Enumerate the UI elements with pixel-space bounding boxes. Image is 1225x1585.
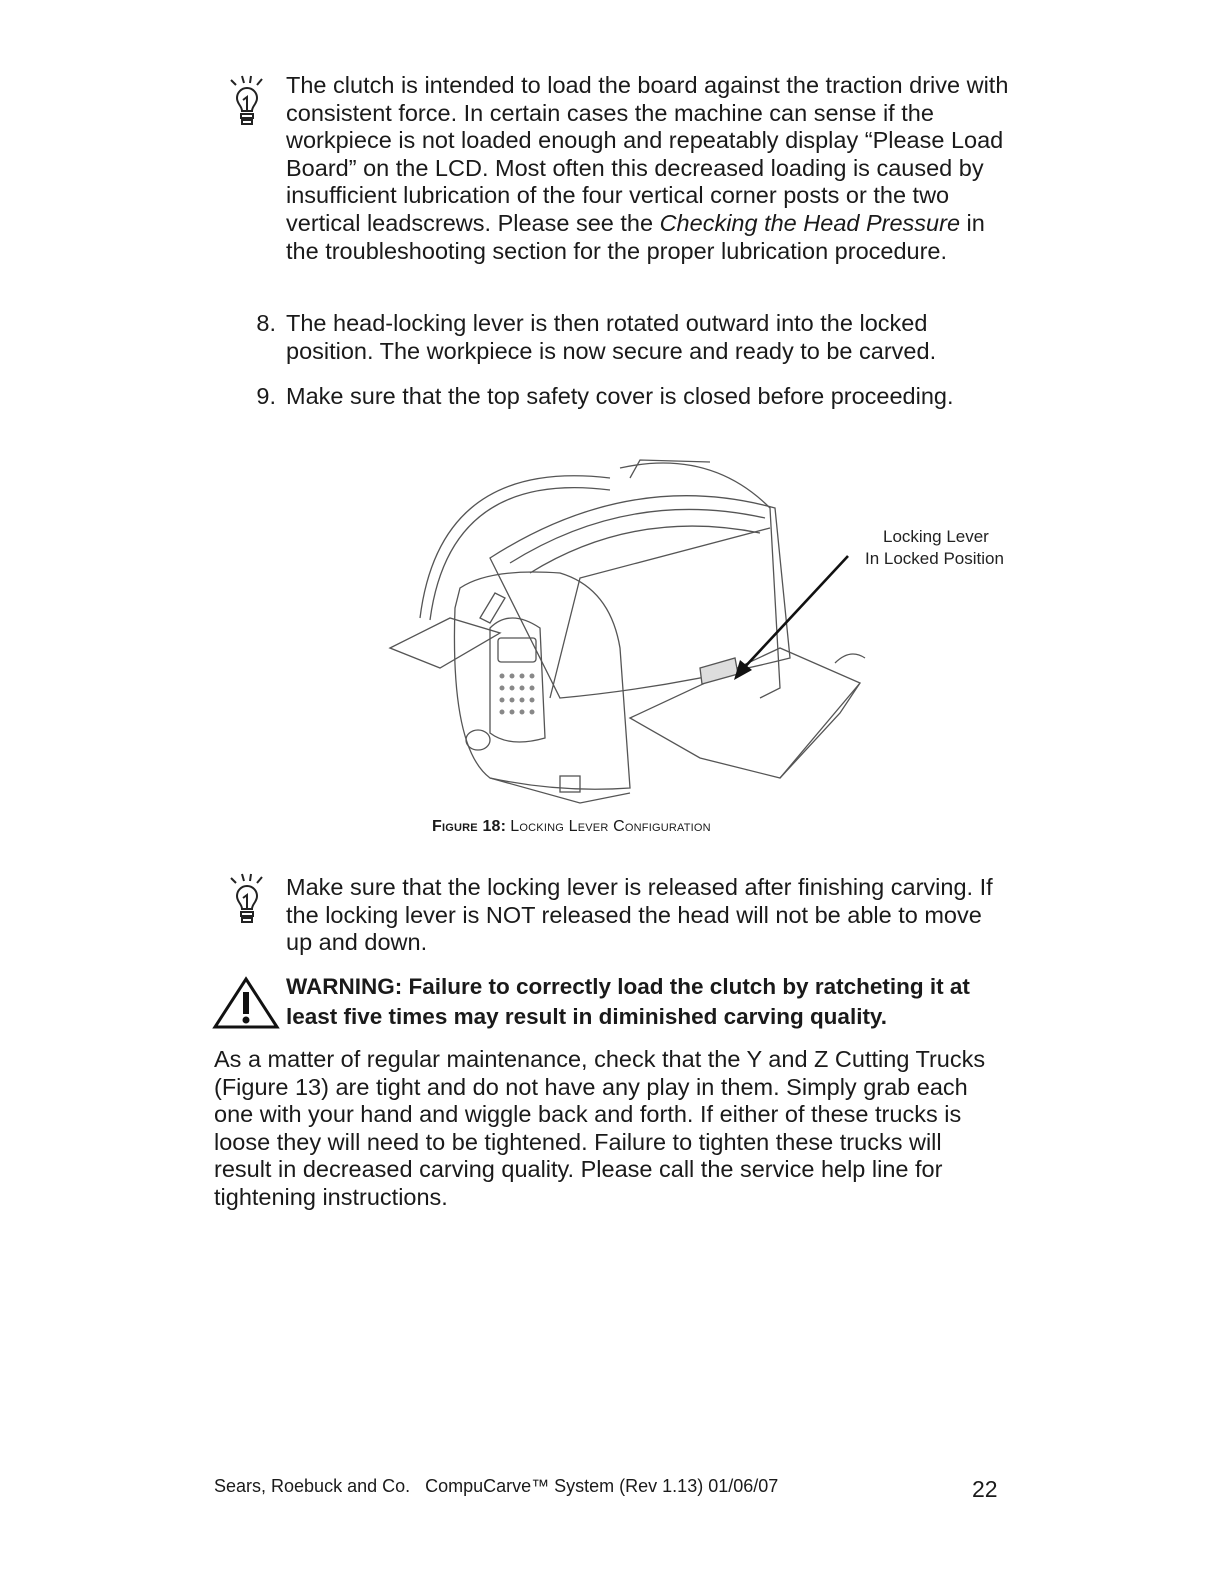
- warning-text: WARNING: Failure to correctly load the clutch by ratcheting it at least five times may result in diminished carving quality.: [286, 974, 970, 1029]
- step-text: Make sure that the top safety cover is closed before proceeding.: [286, 383, 954, 409]
- carving-machine-illustration: [380, 448, 880, 810]
- tip-clutch-paragraph: [286, 72, 1011, 265]
- figure-callout-label: [865, 526, 1065, 570]
- page-number: 22: [972, 1476, 998, 1502]
- step-text: The head-locking lever is then rotated outward into the locked position. The workpiece is now secure and ready to be carved.: [286, 310, 937, 364]
- tip-text-part: in the troubleshooting section for the proper lubrication procedure.: [286, 209, 985, 264]
- callout-line: Locking Lever: [883, 527, 989, 546]
- tip-locking-lever-paragraph: Make sure that the locking lever is released after finishing carving. If the locking lever is NOT released the head will not be able to move up and down.: [286, 874, 993, 956]
- figure-caption-text: Locking Lever Configuration: [510, 818, 711, 835]
- tip-italic-reference: Checking the Head Pressure: [659, 209, 961, 236]
- lightbulb-icon: [226, 74, 272, 134]
- list-item: [248, 310, 1018, 365]
- list-item: [248, 383, 1018, 411]
- figure-caption-label: Figure 18:: [432, 818, 507, 835]
- step-number: 8.: [256, 310, 276, 336]
- footer-text: Sears, Roebuck and Co. CompuCarve™ System (Rev 1.13) 01/06/07: [214, 1476, 779, 1496]
- lightbulb-icon: [226, 872, 272, 932]
- warning-triangle-icon: [212, 976, 280, 1030]
- callout-line: In Locked Position: [865, 549, 1004, 568]
- tip-text-part: The clutch is intended to load the board against the traction drive with consistent force. In certain cases the machine can sense if the workpiece is not loaded enough and repeatably display “Please Load Board” on the LCD. Most often this decreased loading is caused by insufficient lubrication of the four vertical corner posts or the two vertical leadscrews. Please see the: [286, 72, 1009, 236]
- step-number: 9.: [256, 383, 276, 409]
- figure-caption: [432, 818, 932, 836]
- maintenance-paragraph: As a matter of regular maintenance, check that the Y and Z Cutting Trucks (Figure 13) are tight and do not have any play in them. Simply grab each one with your hand and wiggle back and forth. If either of these trucks is loose they will need to be tightened. Failure to tighten these trucks will result in decreased carving quality. Please call the service help line for tightening instructions.: [214, 1046, 986, 1210]
